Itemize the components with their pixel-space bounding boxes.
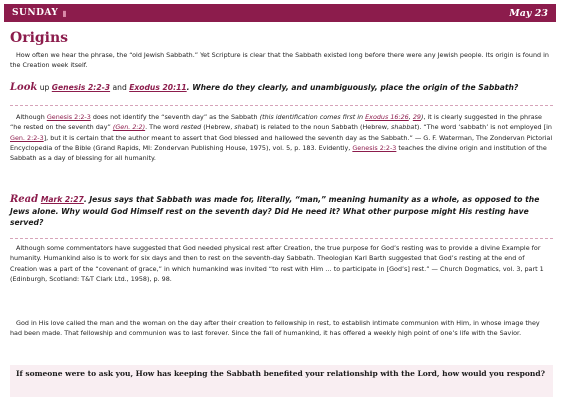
italic-text: (this identification comes first in [259, 113, 366, 121]
text: teaches the divine origin and institution of the Sabbath as a day of blessing for all humanity. [10, 143, 547, 163]
day-name: SUNDAY [12, 8, 59, 18]
text: , it is clearly suggested in the phrase “he rested on the seventh day” [10, 113, 542, 132]
italic-text: shabat [234, 123, 257, 132]
read-question-text: . Jesus says that Sabbath was made for, literally, “man,” meaning humanity as a whole, as opposed to the Jews alone. Why would God Himself rest on the seventh day? Did He need it? What other purpose might His resting have served? [10, 195, 540, 227]
ref-link-gen-2-2[interactable]: (Gen. 2:2) [112, 123, 146, 132]
text: (Hebrew, [201, 123, 235, 132]
ref-link-genesis-2-2-3[interactable]: Genesis 2:2-3 [51, 83, 111, 92]
application-question-box [10, 365, 553, 397]
look-question-text: . Where do they clearly, and unambiguously, place the origin of the Sabbath? [186, 83, 519, 92]
day-label [12, 8, 67, 18]
text: does not identify the “seventh day” as the Sabbath [90, 113, 260, 121]
commentary-paragraph-1 [10, 112, 553, 163]
text: ) is related to the noun Sabbath (Hebrew, [256, 123, 391, 132]
ref-link-genesis-2-2-3[interactable]: Genesis 2:2-3 [46, 113, 91, 121]
italic-text: shabbat [391, 123, 417, 132]
day-header-bar [4, 4, 556, 22]
read-lead-word: Read [10, 194, 39, 205]
ref-link-gen-2-2-3[interactable]: Gen. 2:2-3 [10, 133, 44, 142]
application-question-text: If someone were to ask you, How has keeping the Sabbath benefited your relationship with the Lord, how would you respond? [16, 369, 545, 378]
lesson-title: Origins [10, 30, 69, 46]
commentary-paragraph-3: God in His love called the man and the woman on the day after their creation to fellowship in rest, to establish intimate communion with Him, in whose image they had been made. That fellowship and communion was to last forever. Since the fall of humankind, it has offered a weekly high point of one’s life with the Savior. [10, 319, 540, 338]
ref-link-29[interactable]: 29 [412, 113, 421, 121]
italic-text: , [408, 113, 413, 121]
ref-link-mark-2-27[interactable]: Mark 2:27 [40, 195, 84, 204]
text: ], but it is certain that the author meant to assert that God blessed and hallowed the seventh day as the Sabbath.” — G. F. Waterman, The Zondervan Pictorial Encyclopedia of the Bible (Grand Rapids, MI: Zondervan Publishing House, 1975), vol. 5, p. 183. Evidently, [10, 133, 553, 152]
italic-text: rested [180, 123, 202, 132]
text: ). “The word ‘sabbath’ is not employed [in [416, 123, 552, 132]
look-text: and [110, 83, 130, 92]
ref-link-exodus-20-11[interactable]: Exodus 20:11 [129, 83, 187, 92]
text: Although [16, 113, 47, 121]
ref-link-exodus-16-26[interactable]: Exodus 16:26 [365, 113, 409, 121]
italic-text: ) [420, 113, 424, 121]
text: . The word [145, 123, 181, 132]
intro-paragraph: How often we hear the phrase, the “old Jewish Sabbath.” Yet Scripture is clear that the Sabbath existed long before there were any Jewish people. Its origin is found in the Creation week itself. [10, 51, 549, 70]
read-question [10, 194, 550, 229]
section-divider [10, 238, 553, 239]
day-marker-icon: ▮ [62, 8, 68, 18]
section-divider [10, 105, 553, 106]
commentary-paragraph-2: Although some commentators have suggested that God needed physical rest after Creation, the true purpose for God’s resting was to provide a divine Example for humanity. Humankind also is to work for six days and then to rest on the seventh-day Sabbath. Theologian Karl Barth suggested that God’s resting at the end of Creation was a part of the “covenant of grace,” in which humankind was invited “to rest with Him … to participate in [God’s] rest.” — Church Dogmatics, vol. 3, part 1 (Edinburgh, Scotland: T&T Clark Ltd., 1958), p. 98. [10, 244, 544, 283]
ref-link-genesis-2-2-3[interactable]: Genesis 2:2-3 [352, 143, 397, 152]
date-label: May 23 [509, 7, 548, 19]
look-question [10, 82, 550, 94]
look-text: up [37, 83, 52, 92]
look-lead-word: Look [10, 82, 38, 93]
